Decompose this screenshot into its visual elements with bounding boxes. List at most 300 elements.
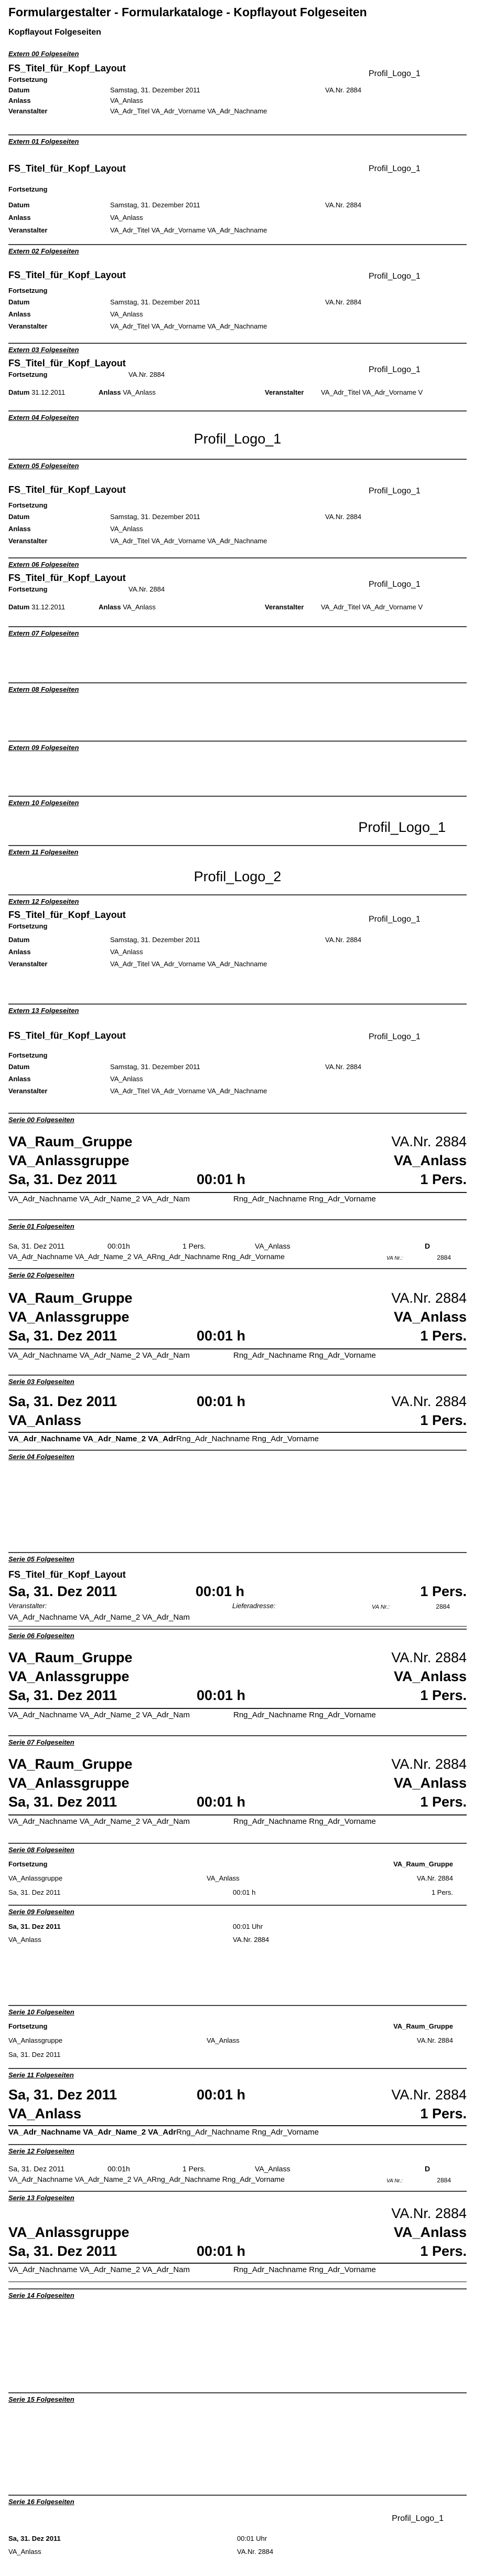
section-heading: Extern 08 Folgeseiten [8, 685, 79, 693]
profil-logo-2-large: Profil_Logo_2 [193, 869, 282, 884]
section-serie-01 [8, 1219, 467, 1268]
raum-gruppe: VA_Raum_Gruppe [8, 1290, 133, 1306]
va-anlass: VA_Anlass [255, 1242, 290, 1250]
anlassgruppe: VA_Anlassgruppe [8, 1153, 130, 1168]
anlassgruppe-row [8, 2223, 467, 2242]
section-heading: Extern 02 Folgeseiten [8, 247, 79, 255]
datum-row [8, 934, 467, 946]
section-heading: Serie 04 Folgeseiten [8, 1453, 74, 1461]
date-text: Sa, 31. Dez 2011 [8, 1328, 117, 1344]
time-text: 00:01 h [197, 2243, 246, 2259]
time-text: 00:01 h [233, 1888, 256, 1896]
date-row [8, 1792, 467, 1811]
anlass-label: Anlass [8, 525, 31, 533]
anlass-label: Anlass [8, 97, 31, 104]
time-text: 00:01 h [197, 1328, 246, 1344]
va-nr: VA.Nr. 2884 [416, 2036, 453, 2044]
va-anlass: VA_Anlass [8, 2548, 41, 2556]
veranstalter-label: Veranstalter: [8, 1602, 47, 1610]
address-row [8, 1611, 467, 1624]
time-text: 00:01h [107, 2165, 130, 2173]
anlassgruppe-row [8, 1871, 467, 1885]
datum-label: Datum [8, 1063, 30, 1071]
anlass-value: VA_Anlass [123, 388, 156, 396]
fortsetzung-label: Fortsetzung [8, 585, 48, 593]
date-row [8, 1392, 467, 1411]
va-anlass: VA_Anlass [393, 1669, 467, 1684]
date-row [8, 1885, 467, 1899]
section-extern-06 [8, 557, 467, 626]
pers-text: 1 Pers. [420, 1412, 467, 1428]
datum-label: Datum [8, 86, 30, 94]
raum-row [8, 1132, 467, 1151]
section-heading: Extern 10 Folgeseiten [8, 799, 79, 807]
section-heading: Extern 04 Folgeseiten [8, 414, 79, 421]
anlass-group [99, 602, 156, 613]
date-text: Sa, 31. Dez 2011 [8, 2087, 117, 2103]
section-serie-06 [8, 1629, 467, 1735]
section-heading: Extern 03 Folgeseiten [8, 346, 79, 354]
anlass-value: VA_Anlass [110, 1075, 143, 1083]
anlass-label: Anlass [8, 948, 31, 956]
raum-row [8, 1289, 467, 1307]
profil-logo-1-large: Profil_Logo_1 [358, 819, 446, 835]
date-text: Sa, 31. Dez 2011 [8, 2243, 117, 2259]
anlassgruppe-row [8, 1307, 467, 1326]
profil-logo-1: Profil_Logo_1 [369, 272, 421, 281]
section-heading: Serie 09 Folgeseiten [8, 1908, 74, 1916]
section-serie-07 [8, 1735, 467, 1843]
date-text: Sa, 31. Dez 2011 [8, 2165, 65, 2173]
section-heading: Serie 02 Folgeseiten [8, 1271, 74, 1279]
va-anlass: VA_Anlass [393, 2224, 467, 2240]
title-row [8, 62, 467, 78]
anlass-row [8, 212, 467, 224]
date-row [8, 2047, 467, 2062]
time-text: 00:01 Uhr [233, 1923, 263, 1930]
datum-value: Samstag, 31. Dezember 2011 [110, 513, 200, 521]
date-text: Sa, 31. Dez 2011 [8, 1583, 117, 1599]
veranstalter-row [8, 535, 467, 547]
time-text: 00:01 h [197, 1171, 246, 1187]
veranstalter-row [8, 224, 467, 237]
address-row [8, 1815, 467, 1828]
section-heading: Extern 00 Folgeseiten [8, 50, 79, 58]
veranstalter-label: Veranstalter [8, 1087, 48, 1095]
veranstalter-row [8, 958, 467, 970]
anlassgruppe: VA_Anlassgruppe [8, 2224, 130, 2240]
section-heading: Serie 08 Folgeseiten [8, 1846, 74, 1854]
time-text: 00:01 h [196, 1583, 245, 1599]
va-nr: VA.Nr. 2884 [128, 585, 165, 593]
fs-title: FS_Titel_für_Kopf_Layout [8, 270, 126, 280]
raum-gruppe: VA_Raum_Gruppe [8, 1134, 133, 1149]
date-text: Sa, 31. Dez 2011 [8, 1794, 117, 1810]
section-heading: Serie 05 Folgeseiten [8, 1555, 74, 1563]
va-nr: VA.Nr. 2884 [325, 513, 362, 521]
anlassgruppe-row [8, 1151, 467, 1170]
address-row [8, 2174, 467, 2184]
section-extern-12 [8, 894, 467, 1004]
anlass-row [8, 308, 467, 320]
section-extern-08 [8, 682, 467, 741]
fs-title: FS_Titel_für_Kopf_Layout [8, 63, 126, 73]
va-anlass: VA_Anlass [207, 2036, 240, 2044]
date-text: Sa, 31. Dez 2011 [8, 1687, 117, 1703]
anlass-group [99, 387, 156, 398]
va-nr-label: VA Nr.: [372, 1604, 390, 1610]
va-nr-row [8, 2204, 467, 2223]
veranstalter-label: Veranstalter [265, 388, 304, 396]
section-heading: Serie 06 Folgeseiten [8, 1632, 74, 1640]
datum-value: Samstag, 31. Dezember 2011 [110, 936, 200, 944]
date-text: Sa, 31. Dez 2011 [8, 2535, 61, 2542]
va-adr-text: VA_Adr_Nachname VA_Adr_Name_2 VA_Adr_Nam [8, 1711, 190, 1719]
va-nr-label: VA Nr.: [386, 2178, 403, 2184]
section-heading: Extern 12 Folgeseiten [8, 898, 79, 905]
section-heading: Extern 01 Folgeseiten [8, 138, 79, 145]
va-adr-text: VA_Adr_Nachname VA_Adr_Name_2 VA_A [8, 1252, 152, 1261]
section-heading: Serie 13 Folgeseiten [8, 2194, 74, 2202]
veranstalter-value: VA_Adr_Titel VA_Adr_Vorname VA_Adr_Nachname [110, 960, 267, 968]
va-anlass: VA_Anlass [8, 1412, 82, 1428]
pers-text: 1 Pers. [420, 1171, 467, 1187]
section-heading: Extern 13 Folgeseiten [8, 1007, 79, 1015]
datum-label: Datum [8, 388, 30, 396]
anlass-row [8, 2104, 467, 2123]
profil-logo-1: Profil_Logo_1 [369, 1032, 421, 1041]
anlass-row [8, 2545, 467, 2558]
catalog-content [8, 48, 467, 2566]
fortsetzung-label: Fortsetzung [8, 185, 48, 193]
anlass-row [8, 523, 467, 535]
profil-logo-1: Profil_Logo_1 [392, 2514, 444, 2523]
title-row [8, 1029, 467, 1042]
section-extern-00 [8, 48, 467, 134]
fortsetzung-label: Fortsetzung [8, 922, 48, 930]
veranstalter-value: VA_Adr_Titel VA_Adr_Vorname VA_Adr_Nachname [110, 1087, 267, 1095]
section-heading: Serie 03 Folgeseiten [8, 1378, 74, 1386]
d-flag: D [425, 2165, 431, 2173]
profil-logo-1: Profil_Logo_1 [369, 915, 421, 924]
date-row [8, 2085, 467, 2104]
section-heading: Serie 16 Folgeseiten [8, 2498, 74, 2506]
va-anlass: VA_Anlass [393, 1775, 467, 1791]
page-title: Formulargestalter - Formularkataloge - Kopflayout Folgeseiten [8, 5, 367, 19]
va-adr-text: VA_Adr_Nachname VA_Adr_Name_2 VA_Adr_Nam [8, 2265, 190, 2274]
veranstalter-value: VA_Adr_Titel VA_Adr_Vorname VA_Adr_Nachname [110, 226, 267, 234]
section-extern-03 [8, 343, 467, 410]
va-nr-label: VA Nr.: [386, 1255, 403, 1261]
datum-value: Samstag, 31. Dezember 2011 [110, 201, 200, 209]
va-adr-text: VA_Adr_Nachname VA_Adr_Name_2 VA_Adr_Nam [8, 1613, 190, 1622]
va-anlass: VA_Anlass [207, 1874, 240, 1882]
summary-row [8, 2163, 467, 2174]
va-nr: VA.Nr. 2884 [391, 1134, 467, 1149]
veranstalter-label: Veranstalter [8, 537, 48, 545]
summary-row [8, 1241, 467, 1251]
anlass-row [8, 96, 467, 106]
pers-text: 1 Pers. [420, 1328, 467, 1344]
date-row [8, 1920, 467, 1933]
section-serie-05 [8, 1552, 467, 1629]
datum-value: Samstag, 31. Dezember 2011 [110, 298, 200, 306]
section-heading: Serie 00 Folgeseiten [8, 1116, 74, 1124]
anlassgruppe-row [8, 1773, 467, 1792]
time-text: 00:01 h [197, 1794, 246, 1810]
section-extern-10 [8, 796, 467, 845]
datum-row [8, 296, 467, 308]
va-nr-value: 2884 [436, 1603, 450, 1610]
date-row [8, 1326, 467, 1345]
section-heading: Serie 11 Folgeseiten [8, 2071, 74, 2079]
date-text: Sa, 31. Dez 2011 [8, 1888, 61, 1896]
d-flag: D [425, 1242, 431, 1250]
section-serie-15 [8, 2392, 467, 2495]
date-text: Sa, 31. Dez 2011 [8, 1393, 117, 1409]
raum-gruppe: VA_Raum_Gruppe [393, 1860, 453, 1868]
va-adr-text: VA_Adr_Nachname VA_Adr_Name_2 VA_Adr_Nam [8, 1817, 190, 1826]
raum-row [8, 1648, 467, 1667]
date-text: Sa, 31. Dez 2011 [8, 2051, 61, 2058]
address-row [8, 1709, 467, 1722]
anlass-row [8, 1073, 467, 1085]
section-serie-12 [8, 2144, 467, 2191]
section-heading: Serie 14 Folgeseiten [8, 2292, 74, 2299]
raum-gruppe: VA_Raum_Gruppe [393, 2022, 453, 2030]
pers-text: 1 Pers. [420, 1687, 467, 1703]
fs-title: FS_Titel_für_Kopf_Layout [8, 1030, 126, 1041]
section-extern-07 [8, 626, 467, 682]
datum-value: Samstag, 31. Dezember 2011 [110, 1063, 200, 1071]
va-nr: VA.Nr. 2884 [416, 1874, 453, 1882]
veranstalter-row [8, 1085, 467, 1097]
anlass-value: VA_Anlass [110, 97, 143, 104]
datum-label: Datum [8, 513, 30, 521]
anlass-row [8, 946, 467, 958]
rng-adr-text: Rng_Adr_Nachname Rng_Adr_Vorname [233, 1711, 376, 1719]
profil-logo-1: Profil_Logo_1 [369, 580, 421, 589]
date-row [8, 1170, 467, 1189]
pers-text: 1 Pers. [182, 1242, 206, 1250]
section-serie-08 [8, 1843, 467, 1905]
section-heading: Extern 11 Folgeseiten [8, 848, 79, 856]
fortsetzung-label: Fortsetzung [8, 287, 48, 294]
anlass-value: VA_Anlass [110, 948, 143, 956]
address-row [8, 1433, 467, 1445]
title-row [8, 162, 467, 175]
va-nr: VA.Nr. 2884 [391, 1393, 467, 1409]
time-text: 00:01 h [197, 2087, 246, 2103]
date-text: Sa, 31. Dez 2011 [8, 1171, 117, 1187]
rng-adr-text: Rng_Adr_Nachname Rng_Adr_Vorname [152, 2175, 285, 2183]
datum-row [8, 511, 467, 523]
anlass-label: Anlass [8, 1075, 31, 1083]
veranstalter-label: Veranstalter [8, 107, 48, 115]
veranstalter-row [8, 320, 467, 332]
section-serie-10 [8, 2005, 467, 2068]
anlass-value: VA_Anlass [110, 310, 143, 318]
section-extern-04 [8, 410, 467, 459]
compact-data-row [8, 602, 467, 613]
veranstalter-value: VA_Adr_Titel VA_Adr_Vorname V [321, 603, 423, 611]
fortsetzung-label: Fortsetzung [8, 76, 48, 83]
va-nr: VA.Nr. 2884 [391, 2087, 467, 2103]
datum-row [8, 1061, 467, 1073]
raum-row [8, 1755, 467, 1773]
section-extern-13 [8, 1004, 467, 1113]
va-nr-value: 2884 [437, 1254, 451, 1261]
fortsetzung-label: Fortsetzung [8, 501, 48, 509]
anlass-value: VA_Anlass [123, 603, 156, 611]
raum-gruppe: VA_Raum_Gruppe [8, 1650, 133, 1665]
rng-adr-text: Rng_Adr_Nachname Rng_Adr_Vorname [233, 1351, 376, 1360]
veranstalter-row [8, 106, 467, 117]
rng-adr-text: Rng_Adr_Nachname Rng_Adr_Vorname [233, 1817, 376, 1826]
fortsetzung-label: Fortsetzung [8, 1860, 48, 1868]
va-adr-text: VA_Adr_Nachname VA_Adr_Name_2 VA_Adr [8, 2128, 177, 2137]
va-nr: VA.Nr. 2884 [325, 201, 362, 209]
datum-row [8, 199, 467, 212]
raum-gruppe: VA_Raum_Gruppe [8, 1756, 133, 1772]
va-nr: VA.Nr. 2884 [128, 371, 165, 378]
veranstalter-value: VA_Adr_Titel VA_Adr_Vorname VA_Adr_Nachname [110, 107, 267, 115]
fortsetzung-label: Fortsetzung [8, 1051, 48, 1059]
anlassgruppe-row [8, 1667, 467, 1686]
anlassgruppe: VA_Anlassgruppe [8, 1874, 63, 1882]
section-heading: Extern 06 Folgeseiten [8, 561, 79, 568]
date-row [8, 2242, 467, 2261]
section-extern-05 [8, 459, 467, 557]
datum-value: 31.12.2011 [31, 603, 66, 611]
fs-title: FS_Titel_für_Kopf_Layout [8, 910, 126, 920]
va-nr: VA.Nr. 2884 [325, 298, 362, 306]
title-row [8, 357, 467, 374]
compact-data-row [8, 387, 467, 398]
anlassgruppe-row [8, 2033, 467, 2047]
anlass-row [8, 1933, 467, 1946]
fortsetzung-row [8, 584, 467, 595]
profil-logo-1: Profil_Logo_1 [369, 69, 421, 78]
anlass-label: Anlass [8, 310, 31, 318]
rng-adr-text: Rng_Adr_Nachname Rng_Adr_Vorname [233, 2265, 376, 2274]
fortsetzung-row [8, 2019, 467, 2033]
pers-text: 1 Pers. [420, 2243, 467, 2259]
lieferadresse-label: Lieferadresse: [232, 1602, 276, 1610]
time-text: 00:01 h [197, 1393, 246, 1409]
pers-text: 1 Pers. [420, 1794, 467, 1810]
anlassgruppe: VA_Anlassgruppe [8, 1669, 130, 1684]
fs-title: FS_Titel_für_Kopf_Layout [8, 484, 126, 495]
va-nr: VA.Nr. 2884 [325, 1063, 362, 1071]
va-adr-text: VA_Adr_Nachname VA_Adr_Name_2 VA_Adr_Nam [8, 1195, 190, 1203]
va-nr: VA.Nr. 2884 [391, 1756, 467, 1772]
section-serie-14 [8, 2288, 467, 2392]
anlassgruppe: VA_Anlassgruppe [8, 2036, 63, 2044]
date-text: Sa, 31. Dez 2011 [8, 1923, 61, 1930]
section-heading: Extern 09 Folgeseiten [8, 744, 79, 752]
fortsetzung-label: Fortsetzung [8, 2022, 48, 2030]
datum-label: Datum [8, 936, 30, 944]
datum-value: Samstag, 31. Dezember 2011 [110, 86, 200, 94]
date-row [8, 1686, 467, 1705]
rng-adr-text: Rng_Adr_Nachname Rng_Adr_Vorname [233, 1195, 376, 1203]
datum-row [8, 85, 467, 96]
address-row [8, 2126, 467, 2139]
veranstalter-label: Veranstalter [265, 603, 304, 611]
veranstalter-label: Veranstalter [8, 226, 48, 234]
title-row [8, 483, 467, 496]
profil-logo-1: Profil_Logo_1 [369, 164, 421, 173]
profil-logo-1-large: Profil_Logo_1 [193, 431, 282, 447]
va-adr-text: VA_Adr_Nachname VA_Adr_Name_2 VA_Adr [8, 1434, 177, 1443]
fortsetzung-row [8, 369, 467, 380]
anlassgruppe: VA_Anlassgruppe [8, 1775, 130, 1791]
address-row [8, 1349, 467, 1362]
datum-label: Datum [8, 298, 30, 306]
profil-logo-1: Profil_Logo_1 [369, 365, 421, 374]
section-heading: Serie 07 Folgeseiten [8, 1738, 74, 1746]
va-nr-value: 2884 [437, 2177, 451, 2184]
time-text: 00:01h [107, 1242, 130, 1250]
section-serie-09 [8, 1905, 467, 2005]
section-serie-13 [8, 2191, 467, 2288]
veranstalter-value: VA_Adr_Titel VA_Adr_Vorname VA_Adr_Nachname [110, 322, 267, 330]
title-row [8, 269, 467, 281]
section-serie-03 [8, 1375, 467, 1450]
section-extern-01 [8, 134, 467, 244]
pers-text: 1 Pers. [431, 1888, 453, 1896]
va-anlass: VA_Anlass [393, 1309, 467, 1325]
fortsetzung-row [8, 1857, 467, 1871]
section-serie-02 [8, 1268, 467, 1375]
va-nr: VA.Nr. 2884 [391, 1650, 467, 1665]
anlass-label: Anlass [8, 214, 31, 221]
section-serie-11 [8, 2068, 467, 2144]
rng-adr-text: Rng_Adr_Nachname Rng_Adr_Vorname [176, 2128, 319, 2137]
pers-text: 1 Pers. [420, 2106, 467, 2121]
section-heading: Serie 01 Folgeseiten [8, 1222, 74, 1230]
fs-title: FS_Titel_für_Kopf_Layout [8, 573, 126, 583]
anlass-value: VA_Anlass [110, 525, 143, 533]
va-nr: VA.Nr. 2884 [325, 936, 362, 944]
section-extern-09 [8, 741, 467, 796]
italic-labels-row [8, 1601, 467, 1611]
va-nr: VA.Nr. 2884 [325, 86, 362, 94]
pers-text: 1 Pers. [182, 2165, 206, 2173]
veranstalter-value: VA_Adr_Titel VA_Adr_Vorname V [321, 388, 423, 396]
section-serie-04 [8, 1450, 467, 1552]
address-row [8, 1193, 467, 1206]
date-row [8, 2532, 467, 2545]
section-extern-11 [8, 845, 467, 894]
section-heading: Serie 12 Folgeseiten [8, 2147, 74, 2155]
anlass-value: VA_Anlass [110, 214, 143, 221]
veranstalter-label: Veranstalter [8, 960, 48, 968]
date-row [8, 1582, 467, 1601]
va-anlass: VA_Anlass [255, 2165, 290, 2173]
bottom-rule [8, 1626, 467, 1627]
va-nr: VA.Nr. 2884 [391, 2205, 467, 2221]
time-text: 00:01 Uhr [237, 2535, 267, 2542]
page-subtitle: Kopflayout Folgeseiten [8, 28, 101, 37]
veranstalter-value: VA_Adr_Titel VA_Adr_Vorname VA_Adr_Nachname [110, 537, 267, 545]
va-adr-text: VA_Adr_Nachname VA_Adr_Name_2 VA_A [8, 2175, 152, 2183]
profil-logo-1: Profil_Logo_1 [369, 487, 421, 495]
title-row [8, 909, 467, 924]
section-heading: Serie 10 Folgeseiten [8, 2008, 74, 2016]
section-heading: Extern 07 Folgeseiten [8, 629, 79, 637]
